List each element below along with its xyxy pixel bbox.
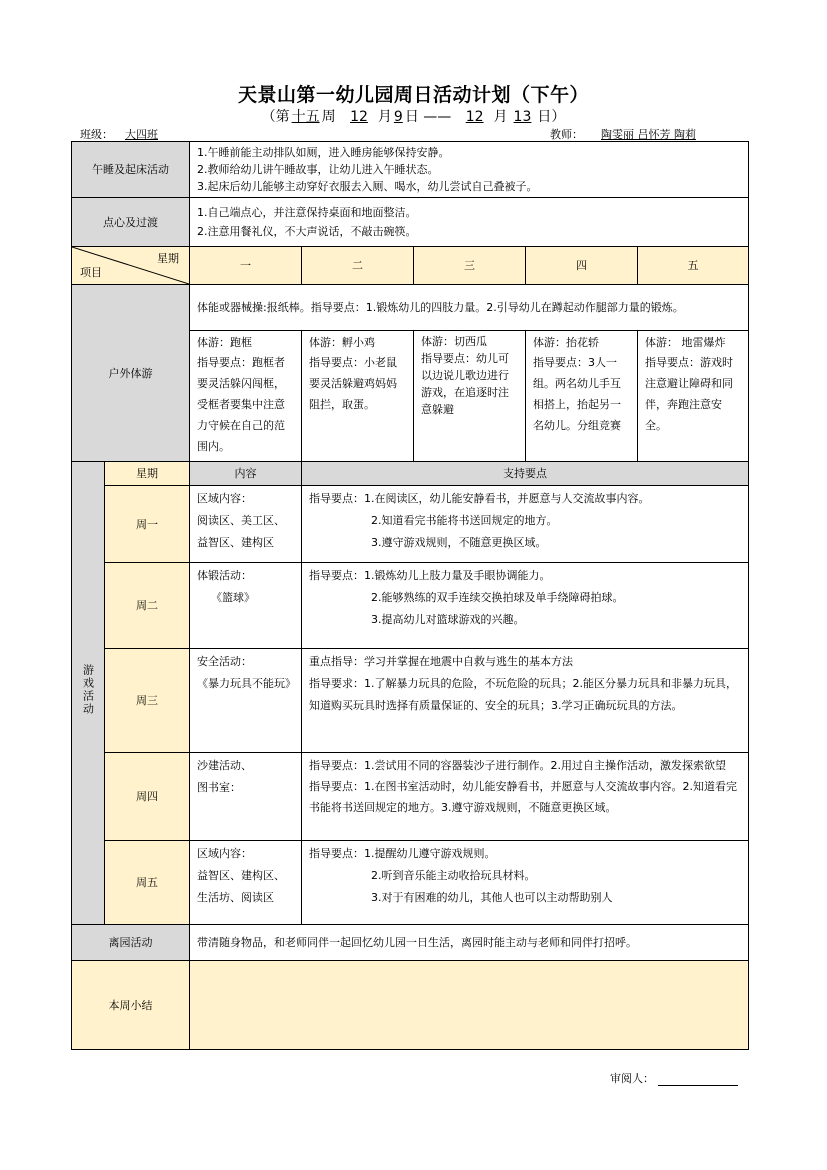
games-col-support: 支持要点 (302, 462, 749, 486)
support-line: 3.提高幼儿对篮球游戏的兴趣。 (371, 613, 525, 626)
outdoor-label: 户外体游 (72, 285, 190, 462)
support-line: 指导要点：1.在图书室活动时，幼儿能安静看书，并愿意与人交流故事内容。2.知道看完书能将书送回规定的地方。3.遵守游戏规则，不随意更换区域。 (309, 780, 737, 814)
support-prefix: 指导要点： (309, 847, 364, 860)
outdoor-exercise-row (72, 285, 749, 331)
support-line: 指导要求：1.了解暴力玩具的危险，不玩危险的玩具；2.能区分暴力玩具和非暴力玩具，知道购买玩具时选择有质量保证的、安全的玩具；3.学习正确玩玩具的方法。 (309, 677, 737, 712)
nap-line: 3.起床后幼儿能够主动穿好衣服去入厕、喝水，幼儿尝试自己叠被子。 (197, 180, 538, 193)
nap-row (72, 142, 749, 198)
day-header: 三 (414, 247, 526, 285)
start-month: 12 (350, 109, 368, 125)
snack-line: 1.自己端点心，并注意保持桌面和地面整洁。 (197, 206, 417, 219)
games-day: 周一 (105, 486, 190, 563)
outdoor-game (638, 331, 749, 462)
game-name: 体游：抬花轿 (533, 336, 599, 349)
games-col-content: 内容 (190, 462, 302, 486)
snack-line: 2.注意用餐礼仪，不大声说话，不敲击碗筷。 (197, 225, 417, 238)
games-content (190, 753, 302, 841)
teacher-info (550, 126, 749, 142)
summary-row (72, 961, 749, 1050)
outdoor-game (302, 331, 414, 462)
support-prefix: 指导要点： (309, 492, 364, 505)
content-line: 益智区、建构区、 (197, 869, 285, 882)
games-label-text: 游戏活动 (81, 664, 95, 716)
month-label-1: 月 (377, 109, 392, 125)
game-points: 指导要点：幼儿可以边说儿歌边进行游戏，在追逐时注意躲避 (421, 352, 509, 416)
games-row-mon (72, 486, 749, 563)
content-line: 图书室： (197, 781, 241, 794)
start-day: 9 (393, 109, 403, 125)
teacher-label: 教师： (550, 128, 583, 141)
leave-row (72, 925, 749, 961)
outdoor-game (190, 331, 302, 462)
week-number: 十五 (291, 109, 320, 125)
games-label (72, 462, 105, 925)
games-day: 周四 (105, 753, 190, 841)
games-content (190, 841, 302, 925)
day-header: 四 (526, 247, 638, 285)
support-line: 重点指导：学习并掌握在地震中自救与逃生的基本方法 (309, 655, 573, 668)
nap-line: 1.午睡前能主动排队如厕，进入睡房能够保持安静。 (197, 146, 450, 159)
leave-label: 离园活动 (72, 925, 190, 961)
day-header: 二 (302, 247, 414, 285)
end-month: 12 (465, 109, 484, 125)
nap-label: 午睡及起床活动 (72, 142, 190, 198)
support-line: 2.听到音乐能主动收拾玩具材料。 (371, 869, 536, 882)
game-points: 指导要点：小老鼠要灵活躲避鸡妈妈阻拦，取蛋。 (309, 356, 397, 411)
content-line: 区域内容： (197, 847, 252, 860)
week-prefix: （第 (261, 109, 290, 125)
support-line: 1.在阅读区，幼儿能安静看书，并愿意与人交流故事内容。 (364, 492, 650, 505)
games-day: 周二 (105, 563, 190, 649)
support-line: 2.知道看完书能将书送回规定的地方。 (371, 514, 558, 527)
date-range (0, 106, 827, 126)
reviewer-signature (610, 1070, 738, 1086)
games-support (302, 841, 749, 925)
reviewer-label: 审阅人： (610, 1072, 654, 1085)
game-points: 指导要点：游戏时注意避让障碍和同伴，奔跑注意安全。 (645, 356, 733, 432)
game-name: 体游： 地雷爆炸 (645, 336, 726, 349)
content-line: 益智区、建构区 (197, 536, 274, 549)
reviewer-signature-line[interactable] (658, 1073, 738, 1086)
games-support (302, 486, 749, 563)
summary-content[interactable] (190, 961, 749, 1050)
games-header-row (72, 462, 749, 486)
content-line: 《篮球》 (211, 591, 255, 604)
content-line: 安全活动： (197, 655, 252, 668)
games-content (190, 486, 302, 563)
support-line: 2.能够熟练的双手连续交换拍球及单手绕障碍拍球。 (371, 591, 624, 604)
plan-table (71, 141, 748, 1050)
week-label: 周 (321, 109, 336, 125)
content-line: 生活坊、阅读区 (197, 891, 274, 904)
game-name: 体游：切西瓜 (421, 335, 487, 348)
outdoor-game (414, 331, 526, 462)
day-header: 五 (638, 247, 749, 285)
games-support (302, 563, 749, 649)
snack-content (190, 198, 749, 247)
month-label-2: 月 (493, 109, 508, 125)
leave-content: 带清随身物品，和老师同伴一起回忆幼儿园一日生活，离园时能主动与老师和同伴打招呼。 (190, 925, 749, 961)
summary-label: 本周小结 (72, 961, 190, 1050)
games-day: 周三 (105, 649, 190, 753)
class-value: 大四班 (125, 128, 158, 141)
games-content (190, 649, 302, 753)
corner-weekday-label: 星期 (157, 252, 179, 265)
day-label-1: 日 (404, 109, 419, 125)
corner-cell (72, 247, 190, 285)
close-label: 日） (537, 109, 566, 125)
nap-line: 2.教师给幼儿讲午睡故事，让幼儿进入午睡状态。 (197, 163, 439, 176)
content-line: 区域内容： (197, 492, 252, 505)
support-line: 3.遵守游戏规则，不随意更换区域。 (371, 536, 547, 549)
end-day: 13 (513, 109, 532, 125)
support-line: 1.提醒幼儿遵守游戏规则。 (364, 847, 496, 860)
snack-row (72, 198, 749, 247)
games-row-fri (72, 841, 749, 925)
snack-label: 点心及过渡 (72, 198, 190, 247)
content-line: 阅读区、美工区、 (197, 514, 285, 527)
class-label: 班级： (80, 128, 113, 141)
outdoor-exercise: 体能或器械操:报纸棒。指导要点：1.锻炼幼儿的四肢力量。2.引导幼儿在蹲起动作腿部力量的锻炼。 (190, 285, 749, 331)
support-line: 指导要点：1.尝试用不同的容器装沙子进行制作。2.用过自主操作活动，激发探索欲望 (309, 759, 726, 772)
teacher-value: 陶雯丽 吕怀芳 陶莉 (601, 128, 696, 141)
games-support (302, 753, 749, 841)
corner-item-label: 项目 (80, 266, 102, 279)
nap-content (190, 142, 749, 198)
games-support (302, 649, 749, 753)
game-points: 指导要点：跑框者要灵活躲闪闯框，受框者要集中注意力守候在自己的范围内。 (197, 356, 285, 453)
games-content (190, 563, 302, 649)
class-info (80, 126, 233, 142)
games-row-thu (72, 753, 749, 841)
games-row-tue (72, 563, 749, 649)
day-header: 一 (190, 247, 302, 285)
games-col-day: 星期 (105, 462, 190, 486)
date-dash: —— (423, 109, 452, 125)
support-line: 1.锻炼幼儿上肢力量及手眼协调能力。 (364, 569, 551, 582)
page-title: 天景山第一幼儿园周日活动计划（下午） (237, 84, 589, 106)
content-line: 体锻活动： (197, 569, 252, 582)
support-line: 3.对于有困难的幼儿，其他人也可以主动帮助别人 (371, 891, 613, 904)
game-points: 指导要点：3人一组。两名幼儿手互相搭上，抬起另一名幼儿。分组竞赛 (533, 356, 621, 432)
outdoor-game (526, 331, 638, 462)
game-name: 体游：孵小鸡 (309, 336, 375, 349)
content-line: 《暴力玩具不能玩》 (197, 677, 296, 690)
game-name: 体游：跑框 (197, 336, 252, 349)
support-prefix: 指导要点： (309, 569, 364, 582)
games-row-wed (72, 649, 749, 753)
content-line: 沙建活动、 (197, 759, 252, 772)
weekday-header-row (72, 247, 749, 285)
games-day: 周五 (105, 841, 190, 925)
